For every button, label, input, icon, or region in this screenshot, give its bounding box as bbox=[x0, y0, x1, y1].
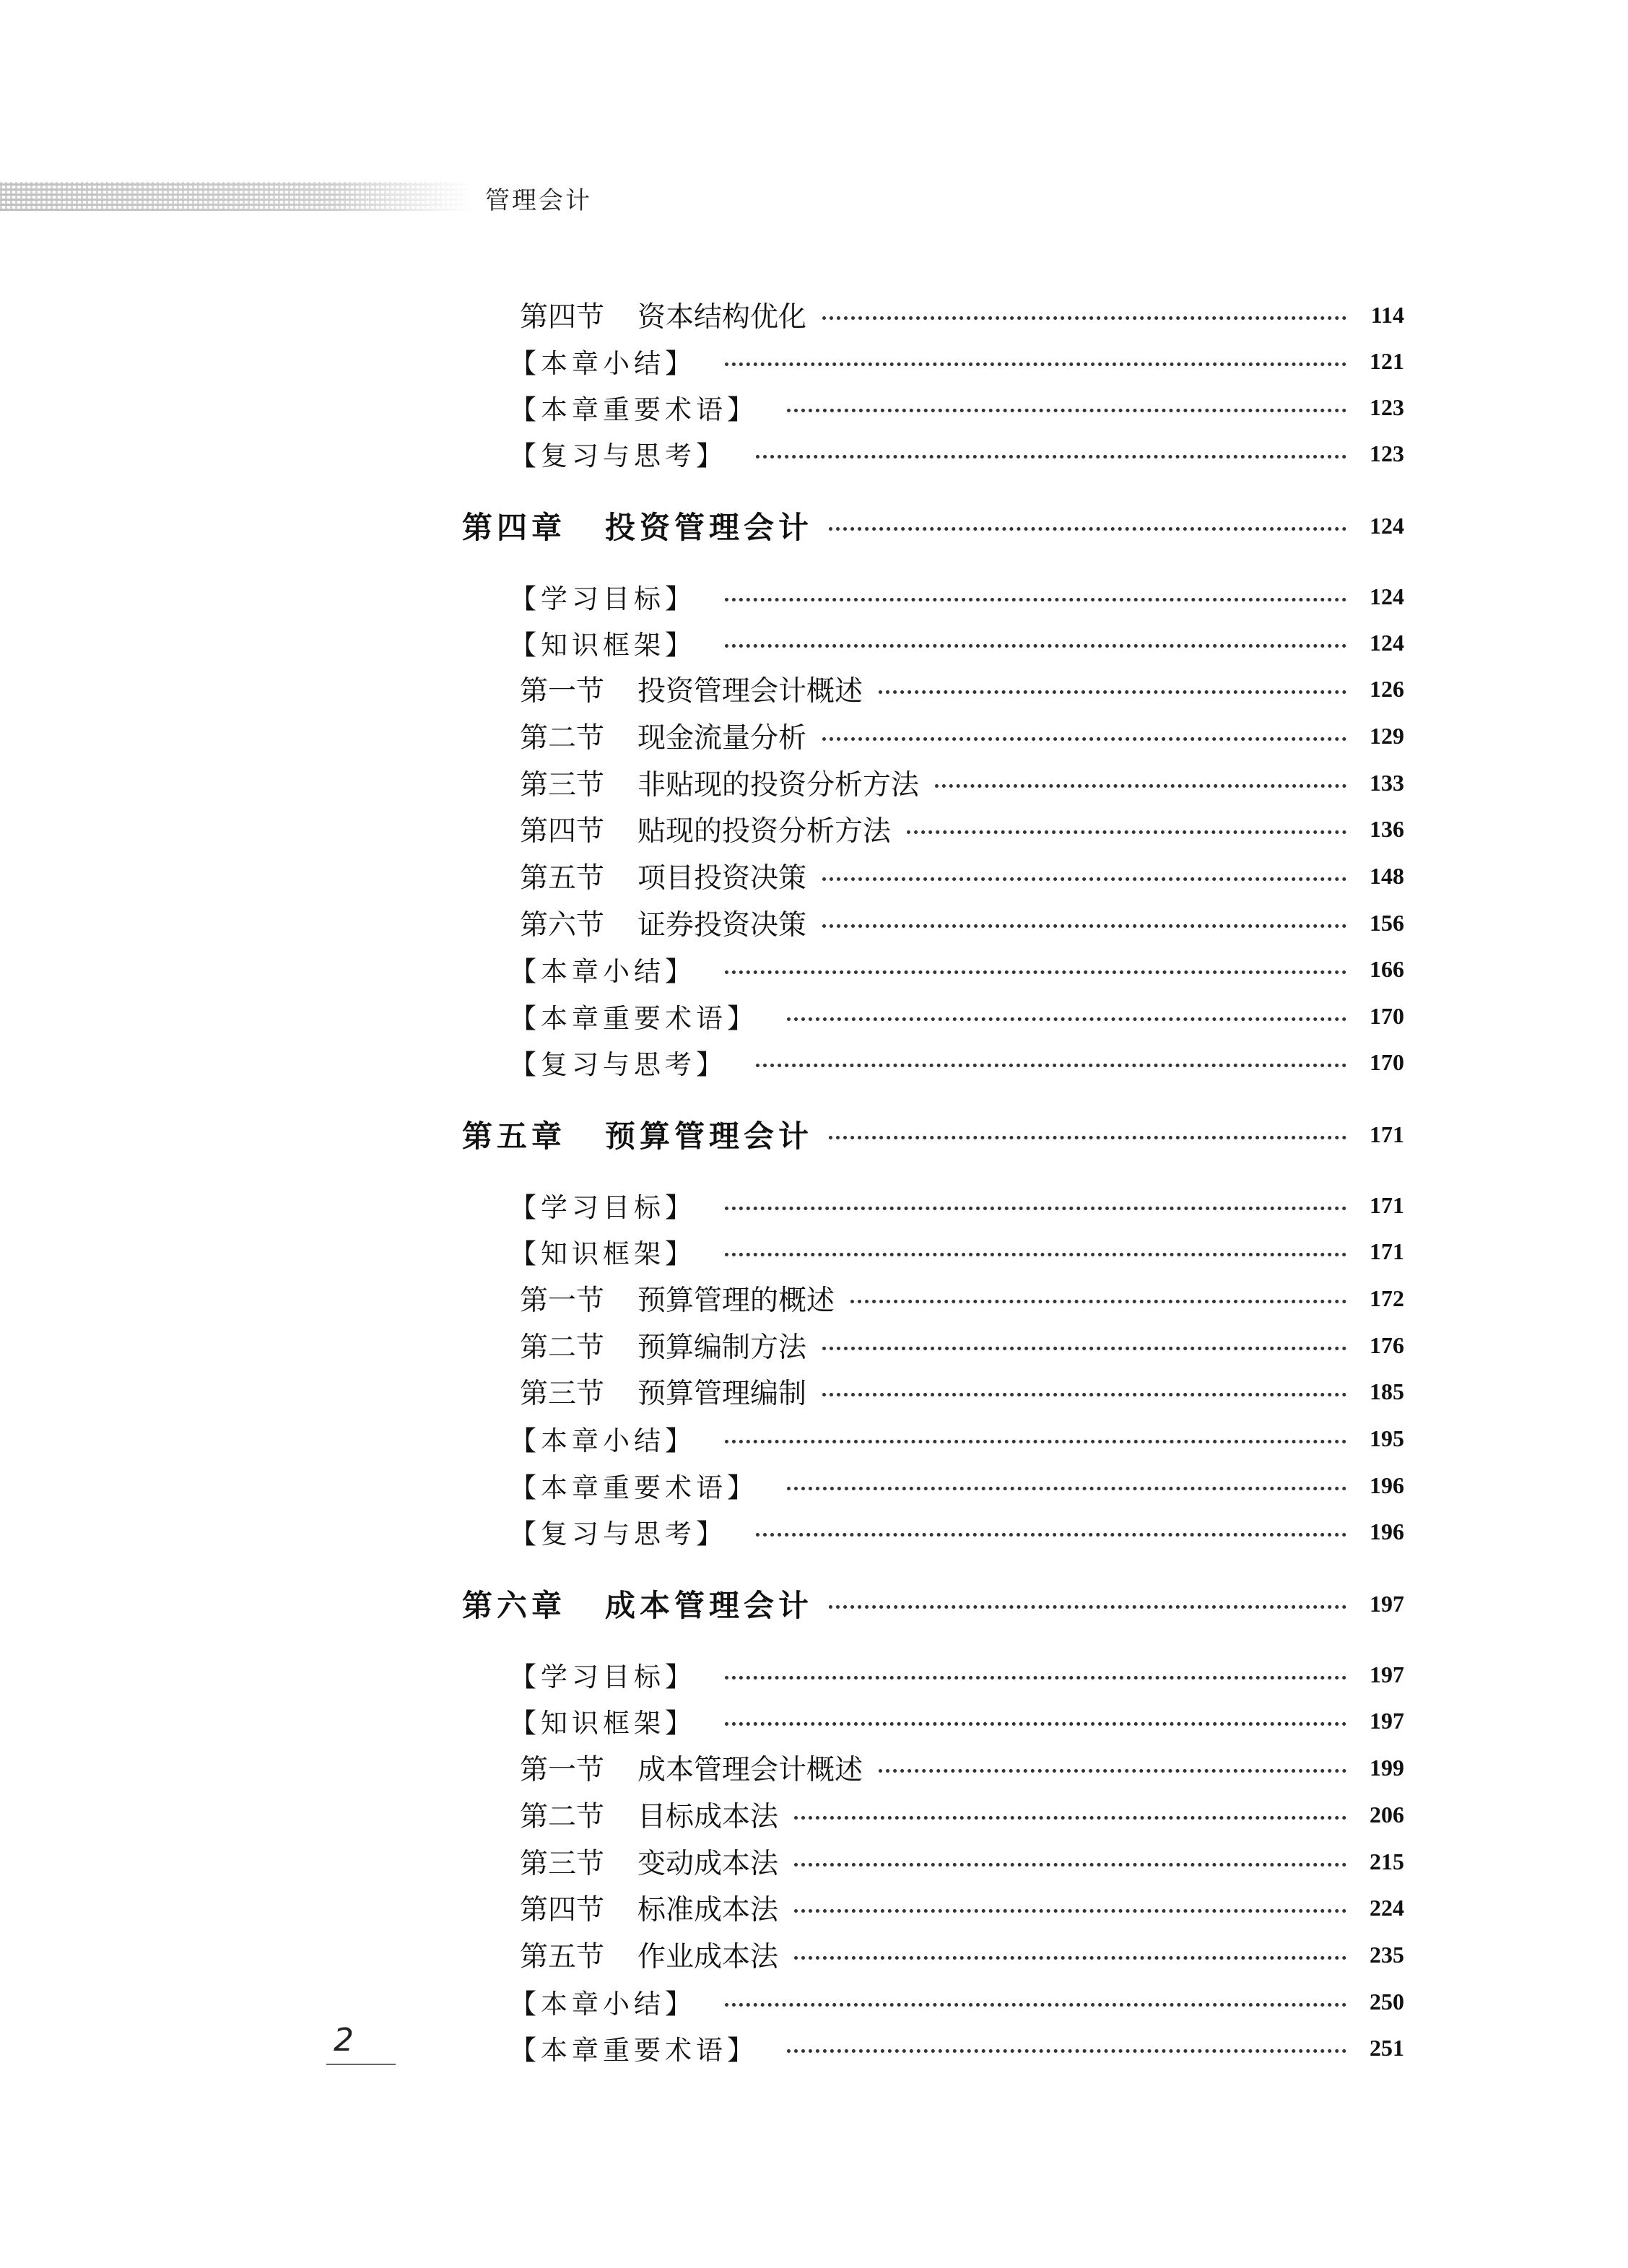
toc-page-number: 171 bbox=[1370, 1121, 1404, 1147]
toc-title: 资本结构优化 bbox=[637, 301, 807, 334]
toc-section-number: 第一节 bbox=[520, 1285, 605, 1317]
toc-dot-leader bbox=[794, 1956, 1346, 1960]
toc-title: 标准成本法 bbox=[637, 1894, 779, 1926]
page-number-underline bbox=[326, 2064, 396, 2065]
toc-entry bbox=[520, 1793, 1404, 1836]
toc-title: 【本章小结】 bbox=[510, 1425, 696, 1456]
toc-page-number: 196 bbox=[1370, 1518, 1404, 1544]
toc-title: 预算编制方法 bbox=[637, 1331, 807, 1364]
toc-page-number: 126 bbox=[1370, 675, 1404, 702]
toc-page-number: 124 bbox=[1370, 512, 1404, 539]
toc-section-number: 第四章 bbox=[462, 510, 567, 545]
toc-page-number: 156 bbox=[1370, 909, 1404, 936]
toc-dot-leader bbox=[822, 877, 1346, 881]
toc-dot-leader bbox=[794, 1909, 1346, 1913]
toc-section-number: 第六章 bbox=[462, 1588, 567, 1623]
toc-entry bbox=[510, 1417, 1404, 1460]
toc-dot-leader bbox=[879, 690, 1346, 694]
toc-page-number: 136 bbox=[1370, 815, 1404, 842]
toc-dot-leader bbox=[829, 527, 1346, 531]
toc-page-number: 133 bbox=[1370, 769, 1404, 796]
toc-page-number: 148 bbox=[1370, 862, 1404, 889]
toc-title: 预算管理会计 bbox=[605, 1118, 814, 1154]
toc-page-number: 197 bbox=[1370, 1661, 1404, 1687]
toc-page-number: 224 bbox=[1370, 1894, 1404, 1921]
toc-entry bbox=[510, 1230, 1404, 1273]
toc-chapter-entry bbox=[462, 1582, 1404, 1625]
toc-title: 成本管理会计 bbox=[605, 1588, 814, 1623]
toc-entry bbox=[510, 1699, 1404, 1742]
toc-page-number: 197 bbox=[1370, 1707, 1404, 1734]
toc-dot-leader bbox=[787, 409, 1346, 412]
toc-entry bbox=[520, 1840, 1404, 1883]
toc-title: 目标成本法 bbox=[637, 1801, 779, 1833]
toc-entry bbox=[520, 1746, 1404, 1789]
toc-page-number: 176 bbox=[1370, 1331, 1404, 1358]
toc-page-number: 185 bbox=[1370, 1378, 1404, 1404]
toc-section-number: 第一节 bbox=[520, 1754, 605, 1786]
page-number: 2 bbox=[334, 2022, 354, 2059]
toc-section-number: 第二节 bbox=[520, 1331, 605, 1364]
toc-section-number: 第四节 bbox=[520, 301, 605, 334]
toc-entry bbox=[510, 1040, 1404, 1084]
toc-entry bbox=[510, 386, 1404, 429]
toc-page-number: 250 bbox=[1370, 1988, 1404, 2015]
toc-dot-leader bbox=[822, 1393, 1346, 1396]
toc-title: 【本章小结】 bbox=[510, 956, 696, 987]
toc-entry bbox=[520, 1933, 1404, 1976]
toc-entry bbox=[510, 1464, 1404, 1507]
toc-page-number: 172 bbox=[1370, 1285, 1404, 1311]
toc-dot-leader bbox=[756, 1533, 1346, 1537]
toc-title: 【学习目标】 bbox=[510, 583, 696, 614]
toc-section-number: 第三节 bbox=[520, 769, 605, 801]
toc-title: 项目投资决策 bbox=[637, 862, 807, 895]
toc-title: 【复习与思考】 bbox=[510, 1049, 727, 1080]
toc-entry bbox=[510, 621, 1404, 664]
toc-page-number: 196 bbox=[1370, 1472, 1404, 1498]
toc-title: 【本章小结】 bbox=[510, 1989, 696, 2020]
toc-dot-leader bbox=[822, 1347, 1346, 1350]
toc-section-number: 第三节 bbox=[520, 1378, 605, 1410]
toc-title: 【本章重要术语】 bbox=[510, 394, 758, 425]
toc-entry bbox=[510, 1510, 1404, 1553]
toc-page-number: 114 bbox=[1370, 301, 1404, 328]
toc-title: 证券投资决策 bbox=[637, 909, 807, 942]
toc-dot-leader bbox=[756, 455, 1346, 459]
toc-dot-leader bbox=[787, 2049, 1346, 2053]
toc-page-number: 171 bbox=[1370, 1238, 1404, 1264]
toc-dot-leader bbox=[794, 1863, 1346, 1867]
toc-dot-leader bbox=[879, 1769, 1346, 1773]
toc-title: 预算管理编制 bbox=[637, 1378, 807, 1410]
toc-chapter-entry bbox=[462, 504, 1404, 547]
toc-page-number: 251 bbox=[1370, 2034, 1404, 2061]
toc-title: 现金流量分析 bbox=[637, 722, 807, 755]
toc-title: 【本章重要术语】 bbox=[510, 2035, 758, 2066]
toc-chapter-entry bbox=[462, 1113, 1404, 1156]
toc-title: 贴现的投资分析方法 bbox=[637, 815, 892, 848]
toc-entry bbox=[520, 293, 1404, 336]
toc-section-number: 第三节 bbox=[520, 1848, 605, 1880]
toc-dot-leader bbox=[725, 1722, 1346, 1726]
toc-title: 预算管理的概述 bbox=[637, 1285, 835, 1317]
toc-section-number: 第五节 bbox=[520, 1941, 605, 1973]
toc-entry bbox=[520, 901, 1404, 944]
toc-entry bbox=[510, 1183, 1404, 1227]
toc-dot-leader bbox=[756, 1064, 1346, 1067]
toc-entry bbox=[520, 1324, 1404, 1367]
toc-section-number: 第二节 bbox=[520, 722, 605, 755]
toc-dot-leader bbox=[725, 1207, 1346, 1210]
toc-entry bbox=[510, 432, 1404, 475]
toc-title: 【知识框架】 bbox=[510, 1708, 696, 1739]
toc-page-number: 123 bbox=[1370, 394, 1404, 420]
toc-section-number: 第一节 bbox=[520, 675, 605, 708]
toc-entry bbox=[510, 947, 1404, 991]
toc-title: 【本章重要术语】 bbox=[510, 1472, 758, 1503]
toc-entry bbox=[510, 1653, 1404, 1696]
running-header-title: 管理会计 bbox=[485, 186, 592, 215]
toc-section-number: 第六节 bbox=[520, 909, 605, 942]
toc-page-number: 123 bbox=[1370, 440, 1404, 466]
toc-page-number: 215 bbox=[1370, 1848, 1404, 1874]
toc-page-number: 197 bbox=[1370, 1590, 1404, 1617]
toc-page-number: 124 bbox=[1370, 583, 1404, 609]
toc-dot-leader bbox=[725, 970, 1346, 974]
toc-page-number: 124 bbox=[1370, 629, 1404, 656]
toc-dot-leader bbox=[725, 362, 1346, 366]
toc-dot-leader bbox=[822, 316, 1346, 320]
toc-title: 【复习与思考】 bbox=[510, 1518, 727, 1550]
toc-title: 【学习目标】 bbox=[510, 1661, 696, 1693]
toc-entry bbox=[520, 1370, 1404, 1413]
toc-entry bbox=[510, 575, 1404, 618]
toc-title: 【知识框架】 bbox=[510, 630, 696, 661]
toc-entry bbox=[520, 854, 1404, 898]
toc-page-number: 170 bbox=[1370, 1048, 1404, 1075]
toc-dot-leader bbox=[794, 1816, 1346, 1820]
toc-section-number: 第五章 bbox=[462, 1118, 567, 1154]
toc-entry bbox=[520, 1277, 1404, 1320]
toc-entry bbox=[520, 807, 1404, 851]
toc-dot-leader bbox=[725, 598, 1346, 601]
toc-page-number: 195 bbox=[1370, 1425, 1404, 1451]
toc-title: 变动成本法 bbox=[637, 1848, 779, 1880]
toc-page-number: 170 bbox=[1370, 1002, 1404, 1029]
toc-dot-leader bbox=[725, 1440, 1346, 1443]
toc-dot-leader bbox=[822, 737, 1346, 741]
toc-entry bbox=[510, 1980, 1404, 2023]
toc-title: 【学习目标】 bbox=[510, 1192, 696, 1223]
toc-title: 【复习与思考】 bbox=[510, 440, 727, 472]
toc-dot-leader bbox=[725, 644, 1346, 648]
toc-dot-leader bbox=[850, 1300, 1346, 1303]
toc-entry bbox=[520, 667, 1404, 711]
toc-section-number: 第二节 bbox=[520, 1801, 605, 1833]
toc-entry bbox=[520, 761, 1404, 804]
toc-page-number: 171 bbox=[1370, 1191, 1404, 1218]
toc-title: 【知识框架】 bbox=[510, 1238, 696, 1269]
toc-page-number: 199 bbox=[1370, 1754, 1404, 1781]
toc-section-number: 第四节 bbox=[520, 815, 605, 848]
toc-title: 投资管理会计 bbox=[605, 510, 814, 545]
toc-dot-leader bbox=[725, 1676, 1346, 1680]
toc-title: 成本管理会计概述 bbox=[637, 1754, 863, 1786]
toc-page-number: 121 bbox=[1370, 347, 1404, 374]
toc-section-number: 第五节 bbox=[520, 862, 605, 895]
toc-entry bbox=[510, 339, 1404, 383]
toc-entry bbox=[520, 1886, 1404, 1929]
toc-title: 作业成本法 bbox=[637, 1941, 779, 1973]
toc-title: 投资管理会计概述 bbox=[637, 675, 863, 708]
toc-dot-leader bbox=[822, 924, 1346, 928]
toc-page-number: 129 bbox=[1370, 722, 1404, 749]
toc-dot-leader bbox=[725, 2003, 1346, 2007]
toc-page-number: 166 bbox=[1370, 955, 1404, 982]
toc-dot-leader bbox=[787, 1017, 1346, 1021]
toc-page-number: 206 bbox=[1370, 1801, 1404, 1828]
toc-title: 【本章小结】 bbox=[510, 348, 696, 379]
toc-section-number: 第四节 bbox=[520, 1894, 605, 1926]
toc-dot-leader bbox=[907, 830, 1346, 834]
toc-entry bbox=[510, 994, 1404, 1038]
toc-title: 【本章重要术语】 bbox=[510, 1003, 758, 1034]
toc-entry bbox=[520, 714, 1404, 757]
toc-title: 非贴现的投资分析方法 bbox=[637, 769, 920, 801]
toc-dot-leader bbox=[725, 1253, 1346, 1256]
toc-page-number: 235 bbox=[1370, 1941, 1404, 1968]
toc-entry bbox=[510, 2026, 1404, 2069]
toc-dot-leader bbox=[829, 1136, 1346, 1139]
toc-dot-leader bbox=[787, 1487, 1346, 1490]
toc-dot-leader bbox=[829, 1605, 1346, 1609]
toc-dot-leader bbox=[935, 784, 1346, 788]
